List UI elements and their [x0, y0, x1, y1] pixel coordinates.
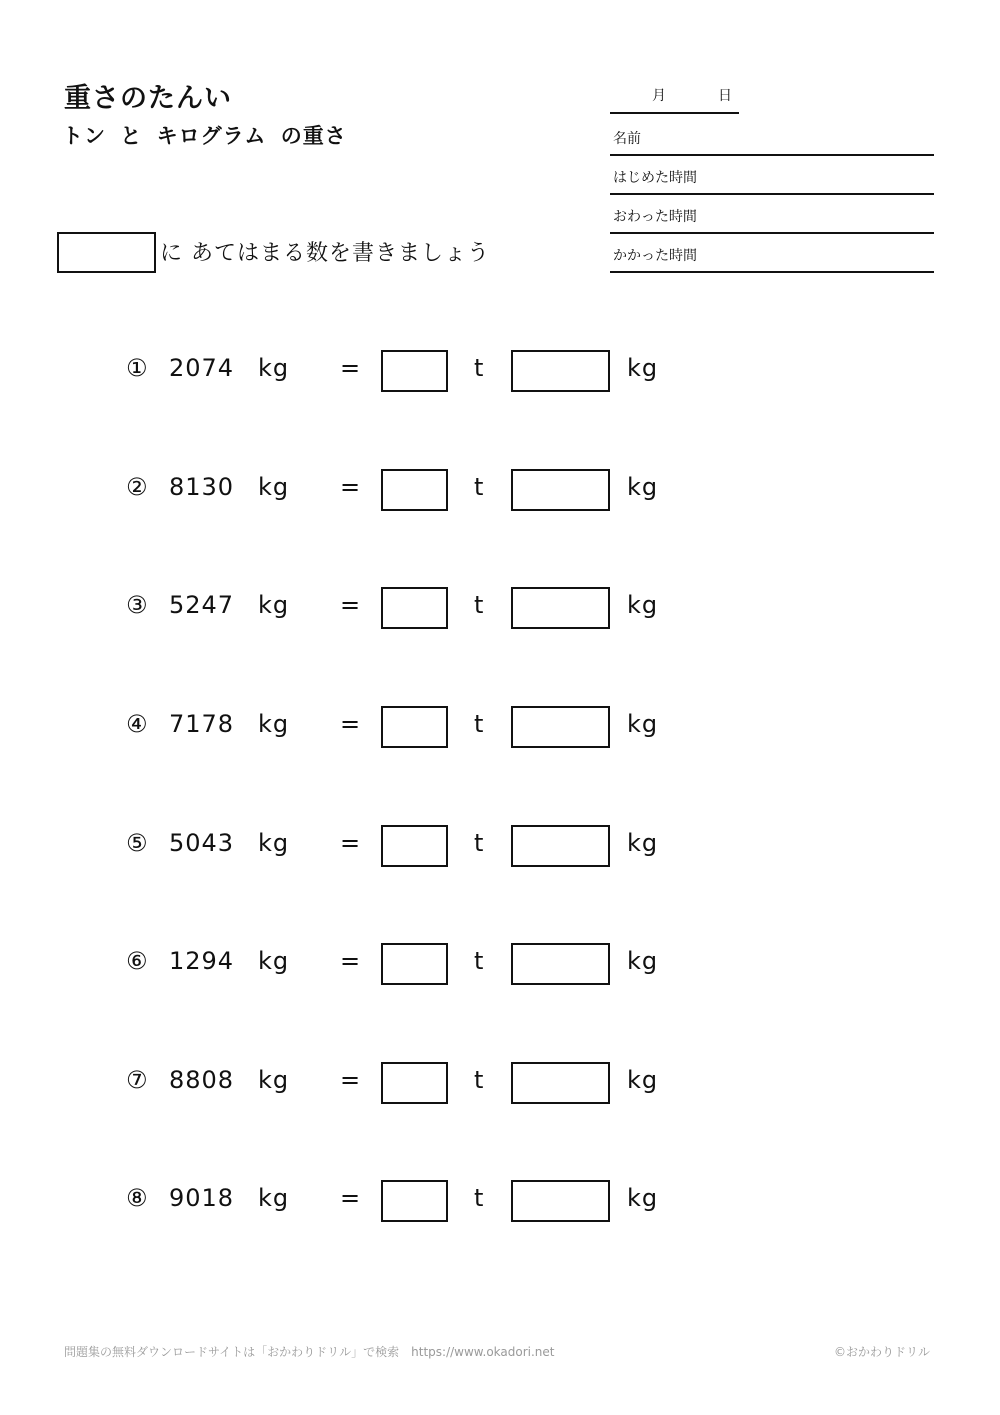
end-time-field[interactable] — [610, 195, 934, 234]
problem-number: ⑧ — [126, 1184, 149, 1212]
unit-kg-label: kg — [627, 1066, 659, 1094]
worksheet-subtitle: トン と キログラム の重さ — [62, 124, 347, 148]
unit-kg-label: kg — [258, 473, 290, 501]
problem-row — [0, 469, 1000, 513]
unit-kg-label: kg — [258, 1184, 290, 1212]
elapsed-time-label: かかった時間 — [613, 248, 697, 264]
start-time-label: はじめた時間 — [613, 170, 697, 186]
equals-sign: = — [340, 473, 362, 501]
answer-box-kilograms[interactable] — [511, 706, 610, 748]
name-label: 名前 — [613, 131, 641, 147]
answer-box-kilograms[interactable] — [511, 943, 610, 985]
answer-box-kilograms[interactable] — [511, 469, 610, 511]
unit-t-label: t — [474, 1066, 485, 1094]
equals-sign: = — [340, 829, 362, 857]
answer-box-tons[interactable] — [381, 706, 448, 748]
answer-box-kilograms[interactable] — [511, 350, 610, 392]
unit-kg-label: kg — [627, 591, 659, 619]
unit-kg-label: kg — [627, 710, 659, 738]
answer-box-tons[interactable] — [381, 825, 448, 867]
answer-box-tons[interactable] — [381, 469, 448, 511]
problem-value: 7178 — [169, 710, 235, 738]
unit-kg-label: kg — [627, 1184, 659, 1212]
start-time-field[interactable] — [610, 156, 934, 195]
problem-number: ⑤ — [126, 829, 149, 857]
problem-value: 2074 — [169, 354, 235, 382]
unit-kg-label: kg — [258, 947, 290, 975]
unit-kg-label: kg — [627, 473, 659, 501]
answer-box-kilograms[interactable] — [511, 1062, 610, 1104]
footer-copyright: ©おかわりドリル — [833, 1345, 930, 1359]
unit-t-label: t — [474, 473, 485, 501]
answer-box-tons[interactable] — [381, 350, 448, 392]
equals-sign: = — [340, 710, 362, 738]
unit-t-label: t — [474, 947, 485, 975]
equals-sign: = — [340, 1184, 362, 1212]
problem-number: ③ — [126, 591, 149, 619]
answer-box-kilograms[interactable] — [511, 825, 610, 867]
problem-number: ④ — [126, 710, 149, 738]
problem-value: 8130 — [169, 473, 235, 501]
equals-sign: = — [340, 591, 362, 619]
worksheet-title: 重さのたんい — [64, 83, 232, 114]
problem-number: ① — [126, 354, 149, 382]
unit-t-label: t — [474, 354, 485, 382]
date-field[interactable] — [610, 80, 739, 114]
end-time-label: おわった時間 — [613, 209, 697, 225]
problem-value: 5247 — [169, 591, 235, 619]
answer-box-legend — [57, 232, 156, 273]
unit-kg-label: kg — [258, 591, 290, 619]
unit-t-label: t — [474, 591, 485, 619]
instruction-text: に あてはまる数を書きましょう — [160, 241, 490, 266]
unit-t-label: t — [474, 829, 485, 857]
unit-t-label: t — [474, 1184, 485, 1212]
unit-kg-label: kg — [258, 829, 290, 857]
problem-row — [0, 706, 1000, 750]
unit-kg-label: kg — [258, 710, 290, 738]
problem-row — [0, 825, 1000, 869]
problem-value: 5043 — [169, 829, 235, 857]
problem-value: 9018 — [169, 1184, 235, 1212]
problem-number: ② — [126, 473, 149, 501]
problem-value: 8808 — [169, 1066, 235, 1094]
problem-value: 1294 — [169, 947, 235, 975]
unit-t-label: t — [474, 710, 485, 738]
answer-box-tons[interactable] — [381, 1062, 448, 1104]
month-label: 月 — [652, 88, 666, 104]
unit-kg-label: kg — [627, 829, 659, 857]
problem-row — [0, 1062, 1000, 1106]
answer-box-kilograms[interactable] — [511, 1180, 610, 1222]
unit-kg-label: kg — [627, 947, 659, 975]
elapsed-time-field[interactable] — [610, 234, 934, 273]
day-label: 日 — [718, 88, 732, 104]
problem-row — [0, 943, 1000, 987]
equals-sign: = — [340, 947, 362, 975]
problem-row — [0, 1180, 1000, 1224]
problem-number: ⑥ — [126, 947, 149, 975]
problem-number: ⑦ — [126, 1066, 149, 1094]
unit-kg-label: kg — [258, 1066, 290, 1094]
problem-row — [0, 587, 1000, 631]
problem-row — [0, 350, 1000, 394]
name-field[interactable] — [610, 117, 934, 156]
answer-box-tons[interactable] — [381, 1180, 448, 1222]
unit-kg-label: kg — [627, 354, 659, 382]
equals-sign: = — [340, 1066, 362, 1094]
answer-box-tons[interactable] — [381, 943, 448, 985]
answer-box-kilograms[interactable] — [511, 587, 610, 629]
unit-kg-label: kg — [258, 354, 290, 382]
footer-site-note: 問題集の無料ダウンロードサイトは「おかわりドリル」で検索 https://www.okadori.net — [64, 1345, 555, 1359]
answer-box-tons[interactable] — [381, 587, 448, 629]
equals-sign: = — [340, 354, 362, 382]
